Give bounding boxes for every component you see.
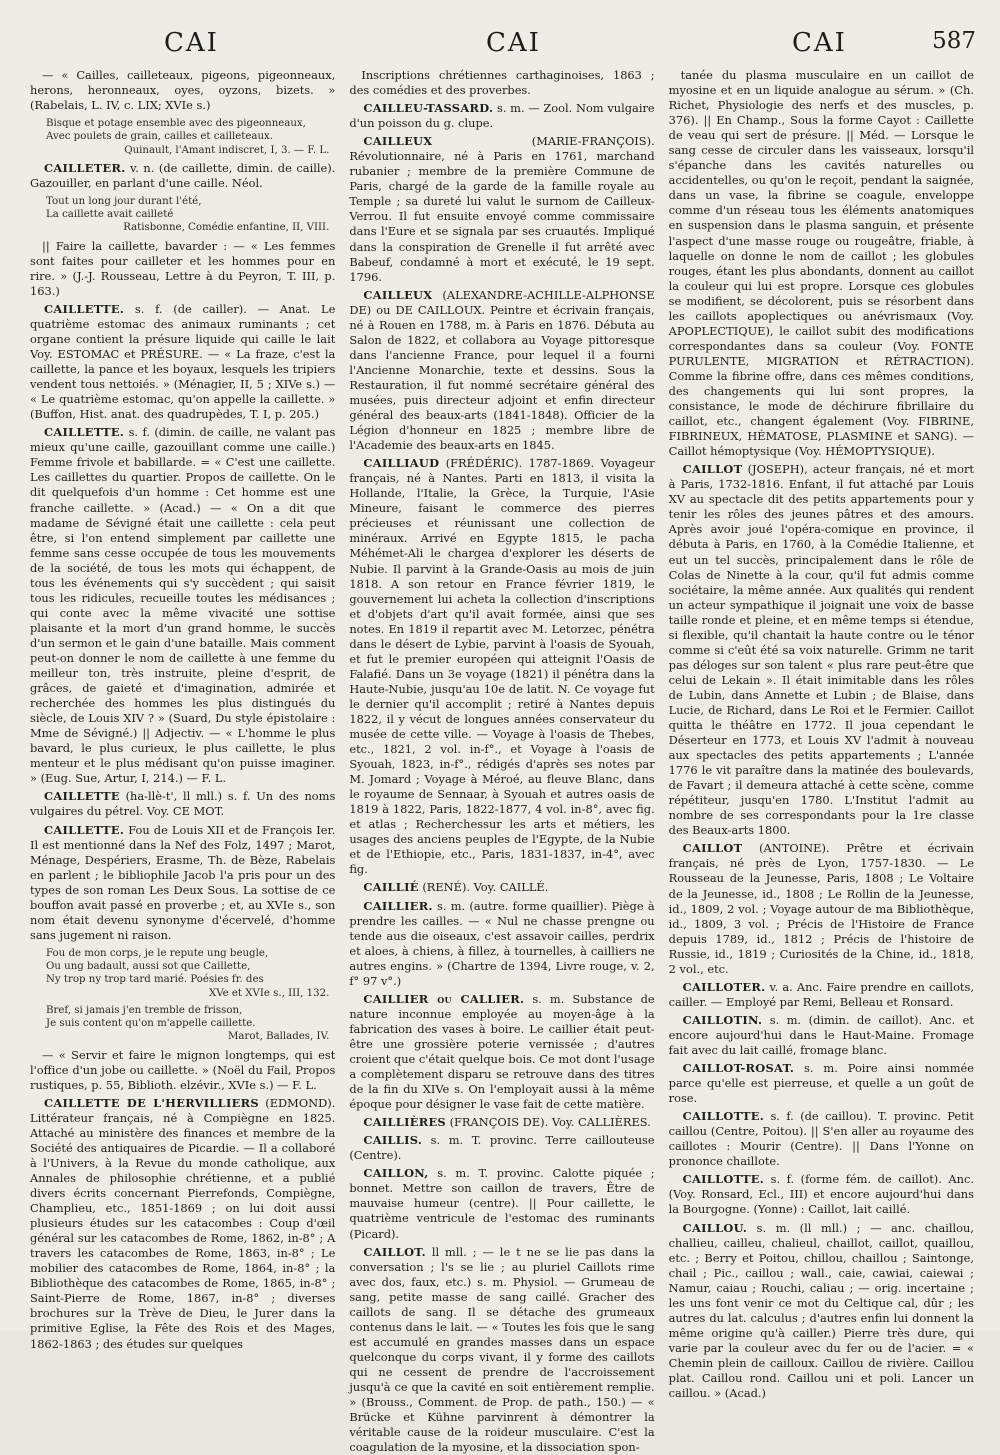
verse-line: La caillette avait cailleté xyxy=(46,209,174,221)
entry-body: s. f. (dimin. de caille, ne valant pas mieux qu'une caille, gazouillant comme une caille.) Femme frivole et babillarde. = « C'est une caillette. Les caillettes du quartier. Propos de caillette. On le dit quelquefois d'un homme : Cet homme est une franche caillette. » (Acad.) — « On a dit que madame de Sévigné était une caillette : cela peut être, si l'on entend simplement par caillette une femme sans cesse occupée de tous les mouvements de la société, de tous les mots qui échappent, de tous les événements qui s'y succèdent ; qui saisit tous les ridicules, recueille toutes les médisances ; qui conte avec la même vivacité une sottise plaisante et la mort d'un grand homme, le succès d'un sermon et le gain d'une bataille. Mais comment peut-on donner le nom de caillette à une femme du meilleur ton, très instruite, pleine d'esprit, de grâces, de gaieté et d'imagination, admirée et recherchée des hommes les plus distingués du siècle, de Louis XIV ? » (Suard, Du style épistolaire : Mme de Sévigné.) || Adjectiv. — « L'homme le plus bavard, le plus curieux, le plus caillette, le plus menteur et le plus médisant qu'on puisse imaginer. » (Eug. Sue, Artur, I, 214.) — F. L. xyxy=(30,425,336,786)
entry-body: (JOSEPH), acteur français, né et mort à Paris, 1732-1816. Enfant, il fut attaché par Louis XV au spectacle dit des petits appartements pour y tenir les rôles des jeunes pâtres et des amours. Après avoir joué l'opéra-comique en province, il débuta à Paris, en 1760, à la Comédie Italienne, et eut un tel succès, principalement dans le rôle de Colas de Ninette à la cour, qu'il fut admis comme sociétaire, la même année. Aux qualités qui rendent un acteur sympathique il joignait une voix de basse taille ronde et pleine, et en même temps si étendue, si flexible, qu'il chantait la haute contre ou le ténor comme si c'eût été sa voix naturelle. Grimm ne tarit pas déloges sur son talent « plus rare peut-être que celui de Lekain ». Il était inimitable dans les rôles de Lubin, dans Annette et Lubin ; de Blaise, dans Lucie, de Richard, dans Le Roi et le Fermier. Caillot quitta le théâtre en 1772. Il joua cependant le Déserteur en 1773, et Louis XV l'admit à nouveau aux spectacles des petits appartements ; L'année 1776 le vit paraître dans la matinée des boulevards, de Favart ; il demeura attaché à cette scène, comme répétiteur, jusqu'en 1780. L'Institut l'admit au nombre de ses correspondants pour la 1re classe des Beaux-arts 1800. xyxy=(668,462,974,838)
verse-line: Bisque et potage ensemble avec des pigeonneaux, xyxy=(46,118,306,130)
entry-body: v. n. (de caillette, dimin. de caille). Gazouiller, en parlant d'une caille. Néol. xyxy=(30,160,336,190)
entry-headword: CAILLETER. xyxy=(44,160,126,175)
verse-quote xyxy=(46,947,335,1000)
dictionary-entry xyxy=(349,101,654,131)
verse-source: Quinault, l'Amant indiscret, I, 3. — F. L. xyxy=(124,144,330,156)
dictionary-entry xyxy=(669,462,974,838)
entry-body: s. m. (autre. forme quaillier). Piège à prendre les cailles. — « Nul ne chasse prengne ou tende aus die oiseaux, c'est assavoir cailles, perdrix et aloes, à chiens, à fillez, à tournelles, à cailliers ne autres engins. » (Chartre de 1394, Livre rouge, v. 2, f° 97 v°.) xyxy=(349,898,655,988)
entry-headword: CAILLETTE. xyxy=(44,301,125,316)
dictionary-entry xyxy=(30,823,335,943)
entry-body: Fou de Louis XII et de François Ier. Il est mentionné dans la Nef des Folz, 1497 ; Marot, Ménage, Despériers, Erasme, Th. de Bèze, Rabelais en parlent ; le bibliophile Jacob l'a pris pour un des types de son roman Les Deux Sous. La sottise de ce bouffon avait passé en proverbe ; et, au XVIe s., son nom était devenu synonyme d'écervelé, d'homme sans jugement ni raison. xyxy=(30,822,336,942)
entry-continuation: Inscriptions chrétiennes carthaginoises, 1863 ; des comédies et des proverbes. xyxy=(349,68,655,98)
entry-headword: CAILLETTE xyxy=(44,789,120,804)
entry-headword: CAILLEUX xyxy=(363,134,433,149)
entry-headword: CAILLOTTE. xyxy=(682,1172,765,1187)
dictionary-entry xyxy=(349,1166,654,1241)
entry-body: ll mll. ; — le t ne se lie pas dans la conversation ; l's se lie ; au pluriel Caillots rime avec dos, faux, etc.) s. m. Physiol. — Grumeau de sang, petite masse de sang caillé. Gracher des caillots de sang. Il se détache des grumeaux contenus dans le lait. — « Toutes les fois que le sang est accumulé en grandes masses dans un espace quelconque du corps vivant, il y forme des caillots qui ne cessent de prendre de l'accroissement jusqu'à ce que la cavité en soit entièrement remplie. » (Brouss., Comment. de Prop. de path., 150.) — « Brücke et Kühne parvinrent à démontrer la véritable cause de la roideur musculaire. C'est la coagulation de la myosine, et la dissociation spon- xyxy=(349,1244,655,1455)
text-columns xyxy=(30,68,974,1455)
entry-headword: CAILLIER. xyxy=(363,898,433,913)
entry-headword: CAILLEU-TASSARD. xyxy=(363,101,494,116)
entry-body: (ALEXANDRE-ACHILLE-ALPHONSE DE) ou DE CAILLOUX. Peintre et écrivain français, né à Rouen en 1788, m. à Paris en 1876. Débuta au Salon de 1822, et collabora au Voyage pittoresque dans l'ancienne France, pour lequel il a fourni l'Ancienne Monarchie, texte et dessins. Sous la Restauration, il fut nommé secrétaire général des musées, puis directeur adjoint et enfin directeur général des beaux-arts (1841-1848). Officier de la Légion d'honneur en 1825 ; membre libre de l'Academie des beaux-arts en 1845. xyxy=(349,287,655,453)
entry-headword: CAILLEUX xyxy=(363,287,433,302)
dictionary-entry xyxy=(669,1109,974,1169)
entry-body: s. m. T. provinc. Terre caillouteuse (Centre). xyxy=(349,1133,655,1163)
dictionary-entry xyxy=(669,1221,974,1402)
dictionary-entry xyxy=(349,1115,654,1130)
dictionary-entry xyxy=(30,425,335,786)
entry-continuation: — « Cailles, cailleteaux, pigeons, pigeonneaux, herons, heronneaux, oyes, oyzons, bizets. » (Rabelais, L. IV, c. LIX; XVIe s.) xyxy=(30,68,336,113)
entry-body: (ANTOINE). Prêtre et écrivain français, né près de Lyon, 1757-1830. — Le Rousseau de la Jeunesse, Paris, 1808 ; Le Voltaire de la Jeunesse, id., 1808 ; Le Rollin de la Jeunesse, id., 1809, 2 vol. ; Voyage autour de ma Bibliothèque, id., 1809, 3 vol. ; Précis de l'Histoire de France depuis 1789, id., 1812 ; Précis de l'histoire de Russie, id., 1819 ; Curiosités de la Chine, id., 1818, 2 vol., etc. xyxy=(668,841,974,976)
entry-body: s. f. (de caillou). T. provinc. Petit caillou (Centre, Poitou). || S'en aller au royaume des caillotes : Mourir (Centre). || Dans l'Yonne on prononce chaillote. xyxy=(668,1109,974,1169)
entry-headword: CAILLOTIN. xyxy=(682,1012,763,1027)
verse-source: Marot, Ballades, IV. xyxy=(228,1031,330,1043)
entry-body: (FRANÇOIS DE). Voy. CALLIÈRES. xyxy=(445,1115,651,1130)
dictionary-entry xyxy=(349,456,654,877)
dictionary-entry xyxy=(669,980,974,1010)
verse-quote xyxy=(46,117,335,157)
entry-body: s. m. — Zool. Nom vulgaire d'un poisson du g. clupe. xyxy=(349,101,655,131)
entry-body: (FRÉDÉRIC). 1787-1869. Voyageur français, né à Nantes. Parti en 1813, il visita la Hollande, l'Italie, la Grèce, la Turquie, l'Asie Mineure, faisant le commerce des pierres précieuses et réunissant une collection de minéraux. Arrivé en Egypte 1815, le pacha Méhémet-Ali le chargea d'explorer les déserts de Nubie. Il parvint à la Grande-Oasis au mois de juin 1818. A son retour en France février 1819, le gouvernement lui acheta la collection d'inscriptions et d'objets d'art qu'il avait formée, ainsi que ses notes. En 1819 il repartit avec M. Letorzec, pénétra dans le désert de Lybie, parvint à l'oasis de Syouah, et fut le premier européen qui atteignit l'Oasis de Falafié. Dans un 3e voyage (1821) il pénétra dans la Haute-Nubie, jusqu'au 10e de latit. N. Ce voyage fut le dernier qu'il accomplit ; retiré à Nantes depuis 1822, il y vécut de longues années conservateur du musée de cette ville. — Voyage à l'oasis de Thebes, etc., 1821, 2 vol. in-f°., et Voyage à l'oasis de Syouah, 1823, in-f°., rédigés d'après ses notes par M. Jomard ; Voyage à Méroé, au fleuve Blanc, dans le royaume de Sennaar, à Syouah et autres oasis de 1819 à 1822, Paris, 1822-1877, 4 vol. in-8°, avec fig. et atlas ; Recherchessur les arts et métiers, les usages des anciens peuples de l'Egypte, de la Nubie et de l'Ethiopie, etc., Paris, 1831-1837, in-4°, avec fig. xyxy=(349,456,655,877)
entry-body: s. m. (dimin. de caillot). Anc. et encore aujourd'hui dans le Haut-Maine. Fromage fait avec du lait caillé, fromage blanc. xyxy=(668,1012,974,1057)
page-number: 587 xyxy=(932,28,976,54)
running-head xyxy=(24,22,976,62)
verse-line: Avec poulets de grain, cailles et cailleteaux. xyxy=(46,131,274,143)
column-2 xyxy=(349,68,655,1455)
entry-headword: CAILLIER ou CALLIER. xyxy=(363,991,525,1006)
column-1 xyxy=(30,68,336,1351)
dictionary-entry xyxy=(669,1013,974,1058)
entry-headword: CAILLETTE. xyxy=(44,822,125,837)
entry-headword: CAILLOTER. xyxy=(682,979,766,994)
entry-body: s. f. (de cailler). — Anat. Le quatrième estomac des animaux ruminants ; cet organe contient la présure liquide qui caille le lait Voy. ESTOMAC et PRÉSURE. — « La fraze, c'est la caillette, la pance et les boyaux, lesquels les tripiers vendent tous nettoiés. » (Ménagier, II, 5 ; XIVe s.) — « Le quatrième estomac, qu'on appelle la caillette. » (Buffon, Hist. anat. des quadrupèdes, T. I, p. 205.) xyxy=(30,301,336,422)
entry-headword: CAILLOT xyxy=(682,841,743,856)
entry-paragraph: || Faire la caillette, bavarder : — « Les femmes sont faites pour cailleter et les hommes pour en rire. » (J.-J. Rousseau, Lettre à du Peyron, T. III, p. 163.) xyxy=(30,238,336,298)
entry-body: (RENÉ). Voy. CAILLÉ. xyxy=(418,880,549,895)
dictionary-entry xyxy=(669,1061,974,1106)
verse-line: Fou de mon corps, je le repute ung beugle, xyxy=(46,947,269,959)
dictionary-entry xyxy=(349,992,654,1112)
entry-body: s. f. (forme fém. de caillot). Anc. (Voy. Ronsard, Ecl., III) et encore aujourd'hui dans la Bourgogne. (Yonne) : Caillot, lait caillé. xyxy=(668,1172,974,1217)
dictionary-entry xyxy=(349,1245,654,1455)
entry-headword: CAILLIAUD xyxy=(363,456,440,471)
verse-source: Ratisbonne, Comédie enfantine, II, VIII. xyxy=(123,222,330,234)
dictionary-entry xyxy=(30,161,335,191)
entry-headword: CAILLETTE DE L'HERVILLIERS xyxy=(44,1095,259,1110)
verse-line: Ny trop ny trop tard marié. Poésies fr. des xyxy=(46,974,264,986)
dictionary-entry xyxy=(349,880,654,895)
column-3 xyxy=(668,68,974,1401)
dictionary-entry xyxy=(30,302,335,422)
entry-body: s. m. (ll mll.) ; — anc. chaillou, challieu, cailleu, chalieul, chaillot, caillot, quaillou, etc. ; Berry et Poitou, chillou, chaillou ; Saintonge, chail ; Pic., caillou ; wall., caie, cawiai, caiewai ; Namur, caiau ; Rouchi, caliau ; — orig. incertaine ; les uns font venir ce mot du Celtique cal, dûr ; les autres du lat. calculus ; d'autres enfin lui donnent la même origine qu'à cailler.) Pierre très dure, qui varie par la couleur avec du fer ou de l'acier. = « Chemin plein de cailloux. Caillou de rivière. Caillou plat. Caillou rond. Caillou uni et poli. Lancer un caillou. » (Acad.) xyxy=(668,1220,974,1401)
dictionary-entry xyxy=(349,288,654,454)
running-head-word-col3: CAI xyxy=(792,28,847,58)
entry-continuation: tanée du plasma musculaire en un caillot de myosine et en un liquide analogue au sérum. » (Ch. Richet, Physiologie des nerfs et des muscles, p. 376). || En Champ., Sous la forme Cayot : Caillette de veau qui sert de présure. || Méd. — Lorsque le sang cesse de circuler dans les vaisseaux, lorsqu'il s'épanche dans les cavités naturelles ou accidentelles, ou qu'on le reçoit, pendant la saignée, dans un vase, la fibrine se coagule, enveloppe comme d'un réseau tous les éléments anatomiques en suspension dans le plasma sanguin, et présente l'aspect d'une masse rouge ou rougeâtre, friable, à laquelle on donne le nom de caillot ; les globules rouges, étant les plus abondants, donnent au caillot la couleur qui lui est propre. Lorsque ces globules se modifient, se décolorent, puis se résorbent dans les caillots apoplectiques ou anévrismaux (Voy. APOPLECTIQUE), le caillot subit des modifications correspondantes dans sa couleur (Voy. FONTE PURULENTE, MIGRATION et RÉTRACTION). Comme la fibrine offre, dans ces mêmes conditions, des changements qui lui sont propres, la consistance, le mode de déchirure fibrillaire du caillot, etc., changent également (Voy. FIBRINE, FIBRINEUX, HÉMATOSE, PLASMINE et SANG). — Caillot hémoptysique (Voy. HÉMOPTYSIQUE). xyxy=(668,68,974,459)
verse-source: XVe et XVIe s., III, 132. xyxy=(208,987,330,999)
entry-headword: CAILLOU. xyxy=(682,1220,748,1235)
entry-body: s. m. T. provinc. Calotte piquée ; bonnet. Mettre son caillon de travers, Être de mauvaise humeur (centre). || Pour caillette, le quatrième ventricule de l'estomac des ruminants (Picard). xyxy=(349,1166,655,1241)
entry-headword: CAILLIÉ xyxy=(363,880,419,895)
entry-body: (ha-llè-t', ll mll.) s. f. Un des noms vulgaires du pétrel. Voy. CE MOT. xyxy=(30,789,336,819)
entry-headword: CAILLOT xyxy=(682,462,743,477)
entry-headword: CAILLIÈRES xyxy=(363,1115,446,1130)
dictionary-entry xyxy=(669,841,974,976)
dictionary-entry xyxy=(30,1096,335,1352)
running-head-word-col1: CAI xyxy=(164,28,219,58)
entry-body: s. m. Poire ainsi nommée parce qu'elle est pierreuse, et quelle a un goût de rose. xyxy=(668,1061,974,1106)
dictionary-entry xyxy=(349,899,654,989)
verse-line: Ou ung badault, aussi sot que Caillette, xyxy=(46,961,251,973)
verse-line: Tout un long jour durant l'été, xyxy=(46,195,202,207)
verse-quote xyxy=(46,1004,335,1044)
entry-headword: CAILLON, xyxy=(363,1166,429,1181)
dictionary-entry xyxy=(669,1172,974,1217)
entry-body: s. m. Substance de nature inconnue employée au moyen-âge à la fabrication des vases à boire. Le caillier était peut-être une grossière poterie vernissée ; d'autres croient que c'était quelque bois. Ce mot dont l'usage a complètement disparu se retrouve dans des titres de la fin du XIVe s. On l'employait aussi à la même époque pour désigner le vase fait de cette matière. xyxy=(349,991,655,1112)
dictionary-entry xyxy=(30,789,335,819)
entry-body: (MARIE-FRANÇOIS). Révolutionnaire, né à Paris en 1761, marchand rubanier ; membre de la première Commune de Paris, chargé de la garde de la famille royale au Temple ; sa dureté lui valut le surnom de Cailleux-Verrou. Il fut ensuite envoyé comme commissaire dans l'Eure et se signala par ses cruautés. Impliqué dans la conspiration de Grenelle il fut arrêté avec Babeuf, condamné à mort et exécuté, le 19 sept. 1796. xyxy=(349,134,655,284)
entry-paragraph: — « Servir et faire le mignon longtemps, qui est l'office d'un jobe ou caillette. » (Noël du Fail, Propos rustiques, p. 55, Biblioth. elzévir., XVIe s.) — F. L. xyxy=(30,1047,336,1092)
entry-headword: CAILLOT. xyxy=(363,1244,426,1259)
entry-body: v. a. Anc. Faire prendre en caillots, cailler. — Employé par Remi, Belleau et Ronsard. xyxy=(668,979,974,1009)
entry-headword: CAILLETTE. xyxy=(44,425,125,440)
running-head-word-col2: CAI xyxy=(486,28,541,58)
dictionary-entry xyxy=(349,134,654,284)
verse-quote xyxy=(46,195,335,235)
verse-line: Bref, si jamais j'en tremble de frisson, xyxy=(46,1004,243,1016)
entry-headword: CAILLOTTE. xyxy=(682,1109,765,1124)
entry-headword: CAILLIS. xyxy=(363,1133,423,1148)
entry-headword: CAILLOT-ROSAT. xyxy=(682,1061,795,1076)
dictionary-entry xyxy=(349,1133,654,1163)
verse-line: Je suis content qu'on m'appelle caillette. xyxy=(46,1018,256,1030)
entry-body: (EDMOND). Littérateur français, né à Compiègne en 1825. Attaché au ministère des finances et membre de la Société des antiquaires de Picardie. — Il a collaboré à l'Univers, à la Revue du monde catholique, aux Annales de philosophie chrétienne, et a publié divers écrits concernant Pierrefonds, Compiègne, Champlieu, etc., 1851-1869 ; on lui doit aussi plusieurs études sur les catacombes : Coup d'œil général sur les catacombes de Rome, 1862, in-8° ; A travers les catacombes de Rome, 1863, in-8° ; Le mobilier des catacombes de Rome, 1864, in-8° ; la Bibliothèque des catacombes de Rome, 1865, in-8° ; Saint-Pierre de Rome, 1867, in-8° ; diverses brochures sur la Trève de Dieu, le Jurer dans la primitive Eglise, la Fête des Rois et des Mages, 1862-1863 ; des études sur quelques xyxy=(30,1095,336,1351)
